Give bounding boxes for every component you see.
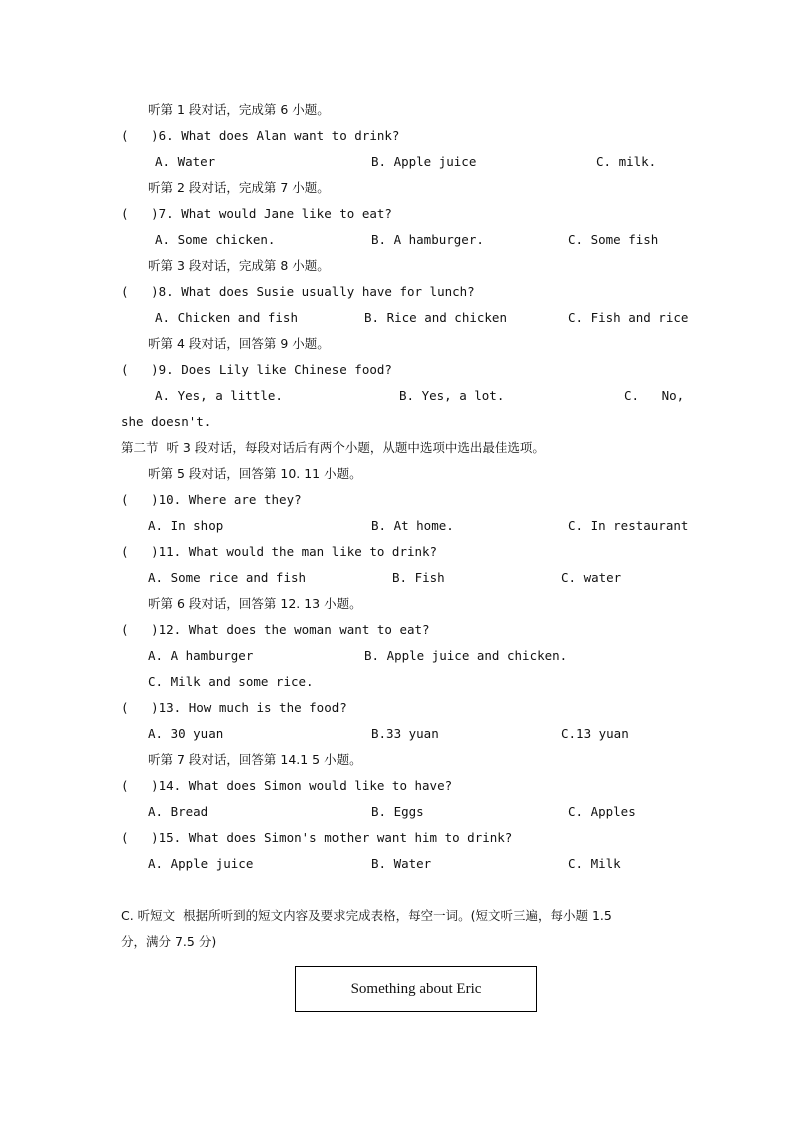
q14-option-a: A. Bread [148,804,209,819]
question-10-stem: ( )10. Where are they? [121,492,302,507]
q13-option-c: C.13 yuan [561,726,629,741]
q12-option-a: A. A hamburger [148,648,254,663]
question-14-stem: ( )14. What does Simon would like to have? [121,778,453,793]
q6-option-b: B. Apple juice [371,154,477,169]
q6-option-a: A. Water [155,154,216,169]
q9-option-b: B. Yes, a lot. [399,388,505,403]
q8-option-a: A. Chicken and fish [155,310,298,325]
q9-option-c-continuation: she doesn't. [121,414,212,429]
q7-option-a: A. Some chicken. [155,232,276,247]
table-title-box [295,966,537,1012]
q7-option-b: B. A hamburger. [371,232,484,247]
dialogue-6-instruction: 听第 6 段对话，回答第 12. 13 小题。 [148,596,362,611]
part-c-instruction-line-2: 分，满分 7.5 分) [121,934,217,949]
part-c-instruction-line-1: C. 听短文 根据所听到的短文内容及要求完成表格，每空一词。(短文听三遍，每小题 1.5 [121,908,612,923]
question-12-stem: ( )12. What does the woman want to eat? [121,622,430,637]
dialogue-5-instruction: 听第 5 段对话，回答第 10. 11 小题。 [148,466,362,481]
question-9-stem: ( )9. Does Lily like Chinese food? [121,362,392,377]
q9-option-c: C. No, [624,388,685,403]
question-6-stem: ( )6. What does Alan want to drink? [121,128,400,143]
part-2-heading: 第二节 听 3 段对话，每段对话后有两个小题，从题中选项中选出最佳选项。 [121,440,545,455]
question-11-stem: ( )11. What would the man like to drink? [121,544,438,559]
q8-option-b: B. Rice and chicken [364,310,507,325]
dialogue-1-instruction: 听第 1 段对话，完成第 6 小题。 [148,102,330,117]
dialogue-3-instruction: 听第 3 段对话，完成第 8 小题。 [148,258,330,273]
q13-option-b: B.33 yuan [371,726,439,741]
q15-option-b: B. Water [371,856,432,871]
q15-option-c: C. Milk [568,856,621,871]
q15-option-a: A. Apple juice [148,856,254,871]
question-15-stem: ( )15. What does Simon's mother want him to drink? [121,830,513,845]
q10-option-c: C. In restaurant [568,518,689,533]
q8-option-c: C. Fish and rice [568,310,689,325]
q11-option-a: A. Some rice and fish [148,570,307,585]
table-title: Something about Eric [350,980,482,997]
dialogue-4-instruction: 听第 4 段对话，回答第 9 小题。 [148,336,330,351]
question-8-stem: ( )8. What does Susie usually have for lunch? [121,284,475,299]
q9-option-a: A. Yes, a little. [155,388,283,403]
q10-option-b: B. At home. [371,518,454,533]
q6-option-c: C. milk. [596,154,657,169]
q12-option-b: B. Apple juice and chicken. [364,648,568,663]
question-7-stem: ( )7. What would Jane like to eat? [121,206,392,221]
dialogue-2-instruction: 听第 2 段对话，完成第 7 小题。 [148,180,330,195]
dialogue-7-instruction: 听第 7 段对话，回答第 14.1 5 小题。 [148,752,362,767]
q7-option-c: C. Some fish [568,232,659,247]
q13-option-a: A. 30 yuan [148,726,224,741]
q14-option-b: B. Eggs [371,804,424,819]
q11-option-b: B. Fish [392,570,445,585]
q14-option-c: C. Apples [568,804,636,819]
q11-option-c: C. water [561,570,622,585]
q12-option-c: C. Milk and some rice. [148,674,314,689]
question-13-stem: ( )13. How much is the food? [121,700,347,715]
q10-option-a: A. In shop [148,518,224,533]
